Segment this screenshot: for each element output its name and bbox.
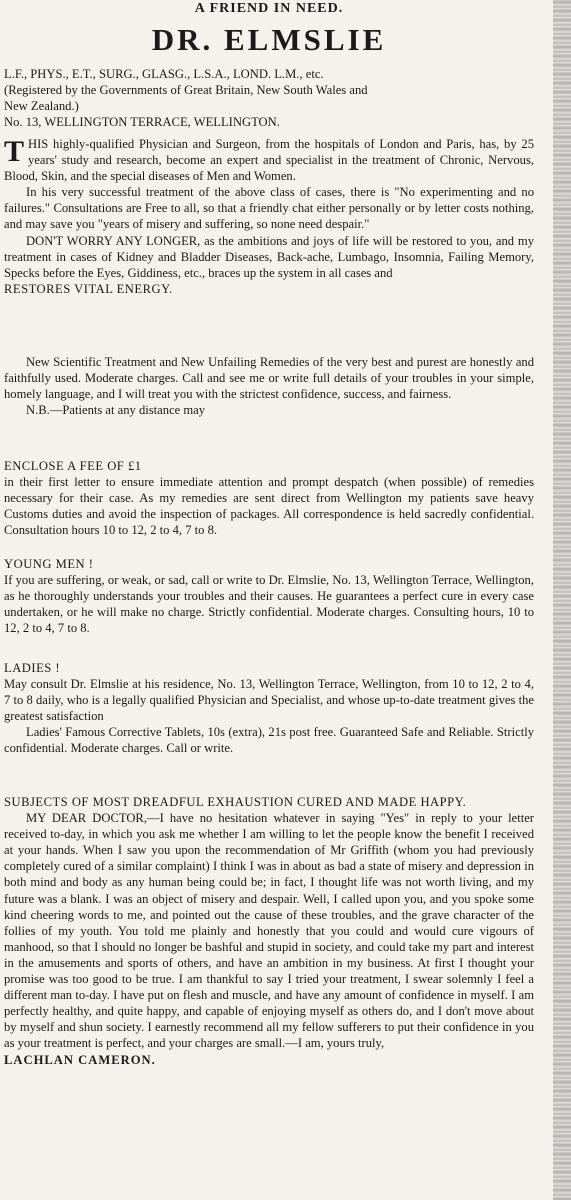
young-men-paragraph: If you are suffering, or weak, or sad, call or write to Dr. Elmslie, No. 13, Wellington Terrace, Wellington, as he thoroughly understands your troubles and their causes. He guarantees a perfect cure in every case undertaken, or he will make no charge. Strictly confidential. Moderate charges. Consulting hours, 10 to 12, 2 to 4, 7 to 8. <box>4 573 534 636</box>
young-men-block <box>4 556 534 636</box>
tablets-paragraph: Ladies' Famous Corrective Tablets, 10s (extra), 21s post free. Guaranteed Safe and Reliable. Strictly confidential. Moderate charges. Call or write. <box>4 725 534 756</box>
fee-block <box>4 458 534 538</box>
address-line: No. 13, WELLINGTON TERRACE, WELLINGTON. <box>4 115 280 130</box>
treatment-block <box>4 354 534 418</box>
signature: LACHLAN CAMERON. <box>4 1052 156 1067</box>
testimonial-block <box>4 794 534 1068</box>
young-men-heading: YOUNG MEN ! <box>4 557 94 571</box>
scan-edge-noise <box>553 0 571 1200</box>
ladies-block <box>4 660 534 757</box>
intro-text: HIS highly-qualified Physician and Surgeon, from the hospitals of London and Paris, has, by 25 years' study and research, become an expert and specialist in the treatment of Chronic, Nervous, Blood, Skin, and the special diseases of Men and Women. <box>4 137 534 184</box>
new-treatment-paragraph: New Scientific Treatment and New Unfailing Remedies of the very best and purest are honestly and faithfully used. Moderate charges. Call and see me or write full details of your troubles in your simple, homely language, and I will treat you with the strictest confidence, success, and fairness. <box>4 355 534 402</box>
subjects-heading: SUBJECTS OF MOST DREADFUL EXHAUSTION CURED AND MADE HAPPY. <box>4 795 467 809</box>
credentials-line-1: L.F., PHYS., E.T., SURG., GLASG., L.S.A., LOND. L.M., etc. <box>4 67 324 81</box>
worry-paragraph: DON'T WORRY ANY LONGER, as the ambitions and joys of life will be restored to you, and my treatment in cases of Kidney and Bladder Diseases, Back-ache, Lumbago, Insomnia, Failing Memory, Specks before the Eyes, Giddiness, etc., braces up the system in all cases and <box>4 233 534 280</box>
fee-paragraph: in their first letter to ensure immediate attention and prompt despatch (when possible) of remedies necessary for their case. As my remedies are sent direct from Wellington my patients save heavy Customs duties and avoid the inspection of packages. All correspondence is held sacredly confidential. Consultation hours 10 to 12, 2 to 4, 7 to 8. <box>4 475 534 538</box>
nb-line: N.B.—Patients at any distance may <box>26 403 206 418</box>
credentials-line-3: New Zealand.) <box>4 99 79 114</box>
restores-heading: RESTORES VITAL ENERGY. <box>4 281 173 296</box>
page-title: DR. ELMSLIE <box>151 22 387 57</box>
ladies-heading: LADIES ! <box>4 661 61 675</box>
fee-heading: ENCLOSE A FEE OF £1 <box>4 459 142 473</box>
credentials-line-2: (Registered by the Governments of Great Britain, New South Wales and <box>4 83 368 98</box>
consultation-paragraph: In his very successful treatment of the above class of cases, there is "No experimenting and no failures." Consultations are Free to all, so that a friendly chat either personally or by letter costs nothing, and may save you "years of misery and suffering, so none need despair." <box>4 185 534 232</box>
drop-cap: T <box>4 135 25 168</box>
kicker-line: A FRIEND IN NEED. <box>194 1 344 16</box>
testimonial-letter: MY DEAR DOCTOR,—I have no hesitation whatever in saying "Yes" in reply to your letter received to-day, in which you ask me whether I am willing to let the people know the benefit I received at your hands. When I saw you upon the recommendation of Mr Griffith (whom you had previously completely cured of a similar complaint) I think I was in about as bad a state of misery and depression in both mind and body as any human being could be; in fact, I thought life was not worth living, and my future was a blank. I was an object of misery and despair. Well, I called upon you, and you spoke some kind cheering words to me, and pointed out the cause of these troubles, and the grave character of the follies of my youth. You told me plainly and honestly that you could and would cure vigours of manhood, so that I should no longer be bashful and stupid in society, and could take my part and interest in the amusements and sports of others, and have an ambition in my business. At first I thought your promise was too good to be true. I am thankful to say I tried your treatment, I swear solemnly I feel a different man to-day. I have put on flesh and muscle, and have any amount of confidence in myself. I am perfectly healthy, and quite happy, and capable of enjoying myself as others do, and I don't move about by myself and shun society. I earnestly recommend all my fellow sufferers to put their confidence in you as your treatment is perfect, and your charges are small.—I am, yours truly, <box>4 811 534 1051</box>
intro-block <box>4 136 534 297</box>
ladies-paragraph: May consult Dr. Elmslie at his residence, No. 13, Wellington Terrace, Wellington, from 10 to 12, 2 to 4, 7 to 8 daily, who is a legally qualified Physician and Specialist, and whose up-to-date treatment gives the greatest satisfaction <box>4 677 534 724</box>
credentials-block <box>4 66 534 130</box>
